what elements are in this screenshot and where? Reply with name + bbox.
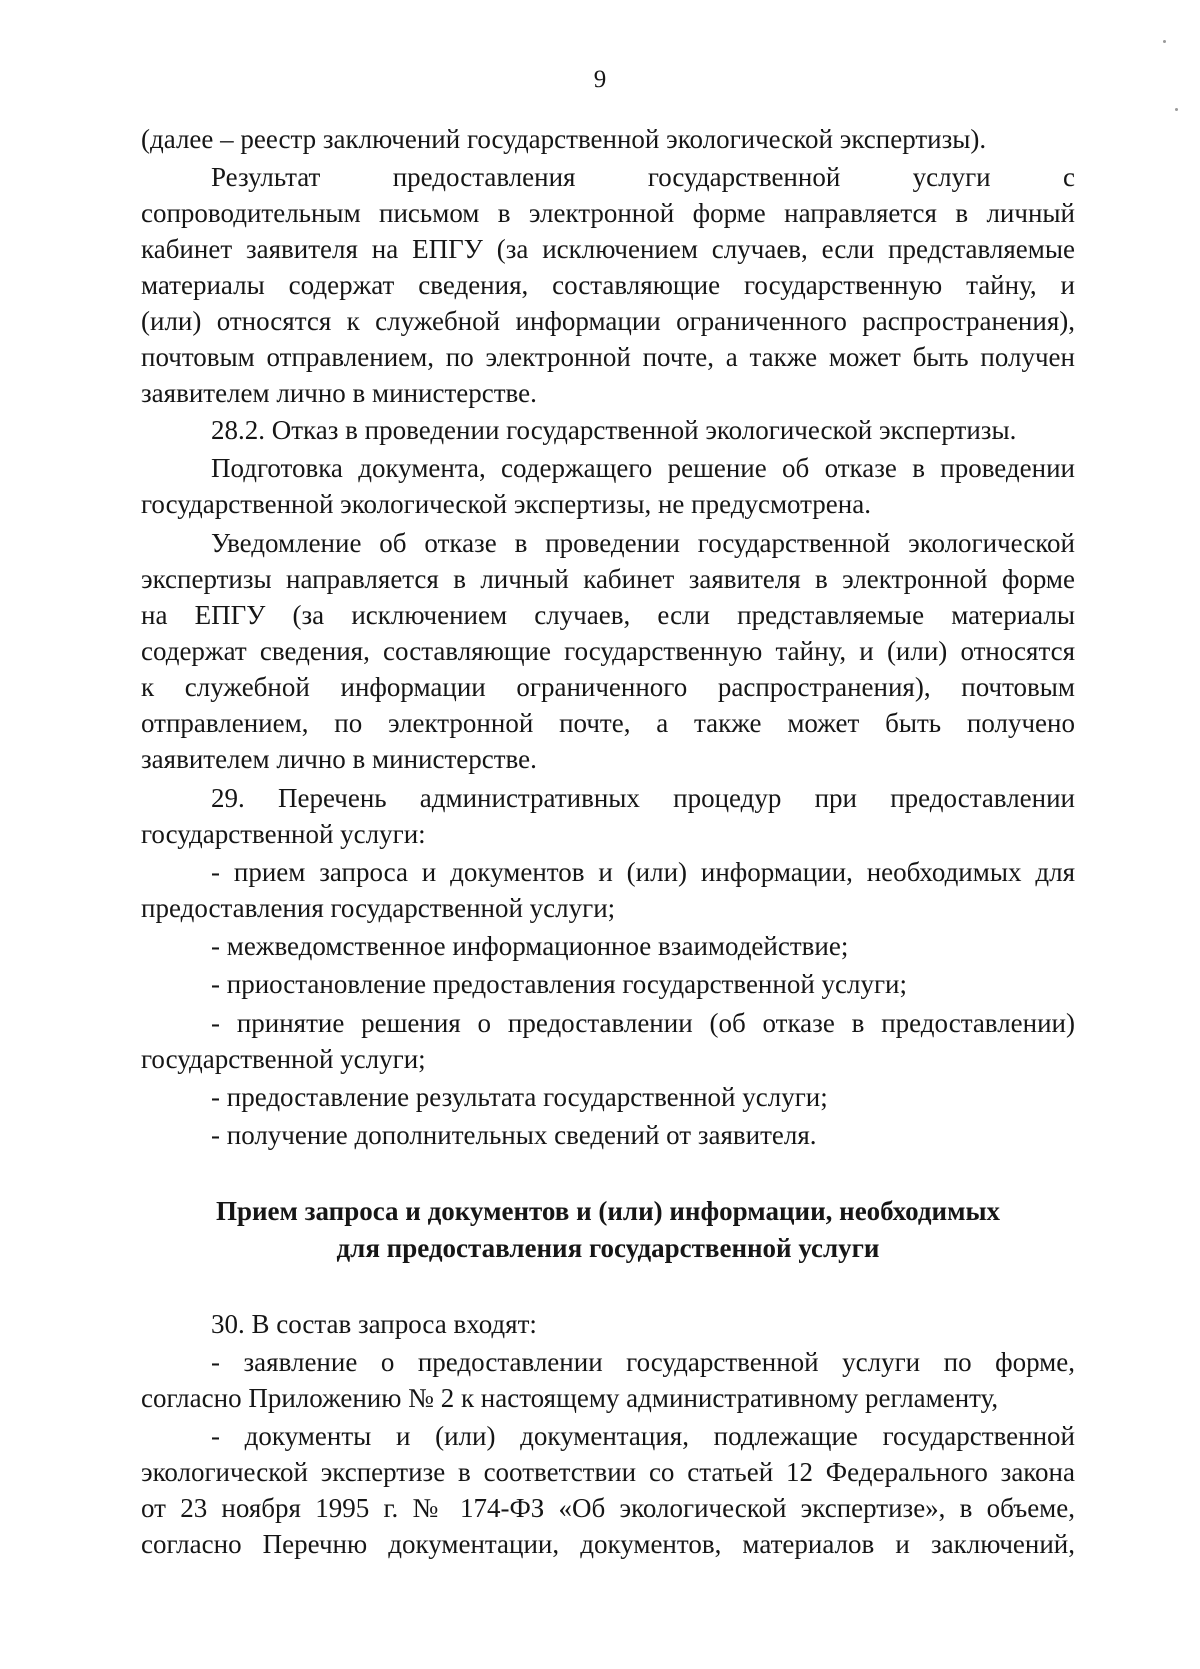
text-line: государственной экологической экспертизы, не предусмотрена. bbox=[141, 489, 871, 519]
text-line: согласно Приложению № 2 к настоящему административному регламенту, bbox=[141, 1383, 999, 1413]
text-line: согласно Перечню документации, документов, материалов и заключений, bbox=[141, 1529, 1075, 1559]
text-line: - получение дополнительных сведений от заявителя. bbox=[211, 1120, 817, 1150]
text-line: - прием запроса и документов и (или) информации, необходимых для bbox=[211, 857, 1075, 887]
text-line: почтовым отправлением, по электронной почте, а также может быть получен bbox=[141, 342, 1075, 372]
text-line: - межведомственное информационное взаимодействие; bbox=[211, 931, 849, 961]
text-line: (далее – реестр заключений государственной экологической экспертизы). bbox=[141, 124, 987, 154]
text-line: от 23 ноября 1995 г. № 174-ФЗ «Об экологической экспертизе», в объеме, bbox=[141, 1493, 1075, 1523]
text-line: (или) относятся к служебной информации ограниченного распространения), bbox=[141, 306, 1075, 336]
text-line: - документы и (или) документация, подлежащие государственной bbox=[211, 1421, 1075, 1451]
text-line: 29. Перечень административных процедур при предоставлении bbox=[211, 783, 1075, 813]
text-line: Уведомление об отказе в проведении государственной экологической bbox=[211, 528, 1075, 558]
page-number: 9 bbox=[593, 66, 607, 93]
text-line: 30. В состав запроса входят: bbox=[211, 1309, 537, 1339]
text-line: к служебной информации ограниченного распространения), почтовым bbox=[141, 672, 1075, 702]
text-line: - заявление о предоставлении государственной услуги по форме, bbox=[211, 1347, 1075, 1377]
text-line: на ЕПГУ (за исключением случаев, если представляемые материалы bbox=[141, 600, 1075, 630]
text-line: - принятие решения о предоставлении (об отказе в предоставлении) bbox=[211, 1008, 1075, 1038]
text-line: отправлением, по электронной почте, а также может быть получено bbox=[141, 708, 1075, 738]
text-line: кабинет заявителя на ЕПГУ (за исключением случаев, если представляемые bbox=[141, 234, 1075, 264]
text-line: заявителем лично в министерстве. bbox=[141, 378, 537, 408]
text-line: Подготовка документа, содержащего решение об отказе в проведении bbox=[211, 453, 1075, 483]
text-line: экспертизы направляется в личный кабинет заявителя в электронной форме bbox=[141, 564, 1075, 594]
section-heading: Прием запроса и документов и (или) информации, необходимых bbox=[215, 1196, 1001, 1226]
text-line: предоставления государственной услуги; bbox=[141, 893, 616, 923]
text-line: государственной услуги: bbox=[141, 819, 426, 849]
text-line: - приостановление предоставления государственной услуги; bbox=[211, 969, 908, 999]
text-line: содержат сведения, составляющие государственную тайну, и (или) относятся bbox=[141, 636, 1075, 666]
text-line: материалы содержат сведения, составляющие государственную тайну, и bbox=[141, 270, 1075, 300]
text-line: государственной услуги; bbox=[141, 1044, 426, 1074]
text-line: - предоставление результата государственной услуги; bbox=[211, 1082, 828, 1112]
text-line: 28.2. Отказ в проведении государственной экологической экспертизы. bbox=[211, 415, 1017, 445]
scan-speck bbox=[1163, 40, 1166, 43]
text-line: Результат предоставления государственной услуги с bbox=[211, 162, 1075, 192]
text-line: экологической экспертизе в соответствии со статьей 12 Федерального закона bbox=[141, 1457, 1075, 1487]
section-heading: для предоставления государственной услуги bbox=[336, 1233, 880, 1263]
text-line: сопроводительным письмом в электронной форме направляется в личный bbox=[141, 198, 1075, 228]
scan-speck bbox=[1175, 108, 1178, 111]
text-line: заявителем лично в министерстве. bbox=[141, 744, 537, 774]
